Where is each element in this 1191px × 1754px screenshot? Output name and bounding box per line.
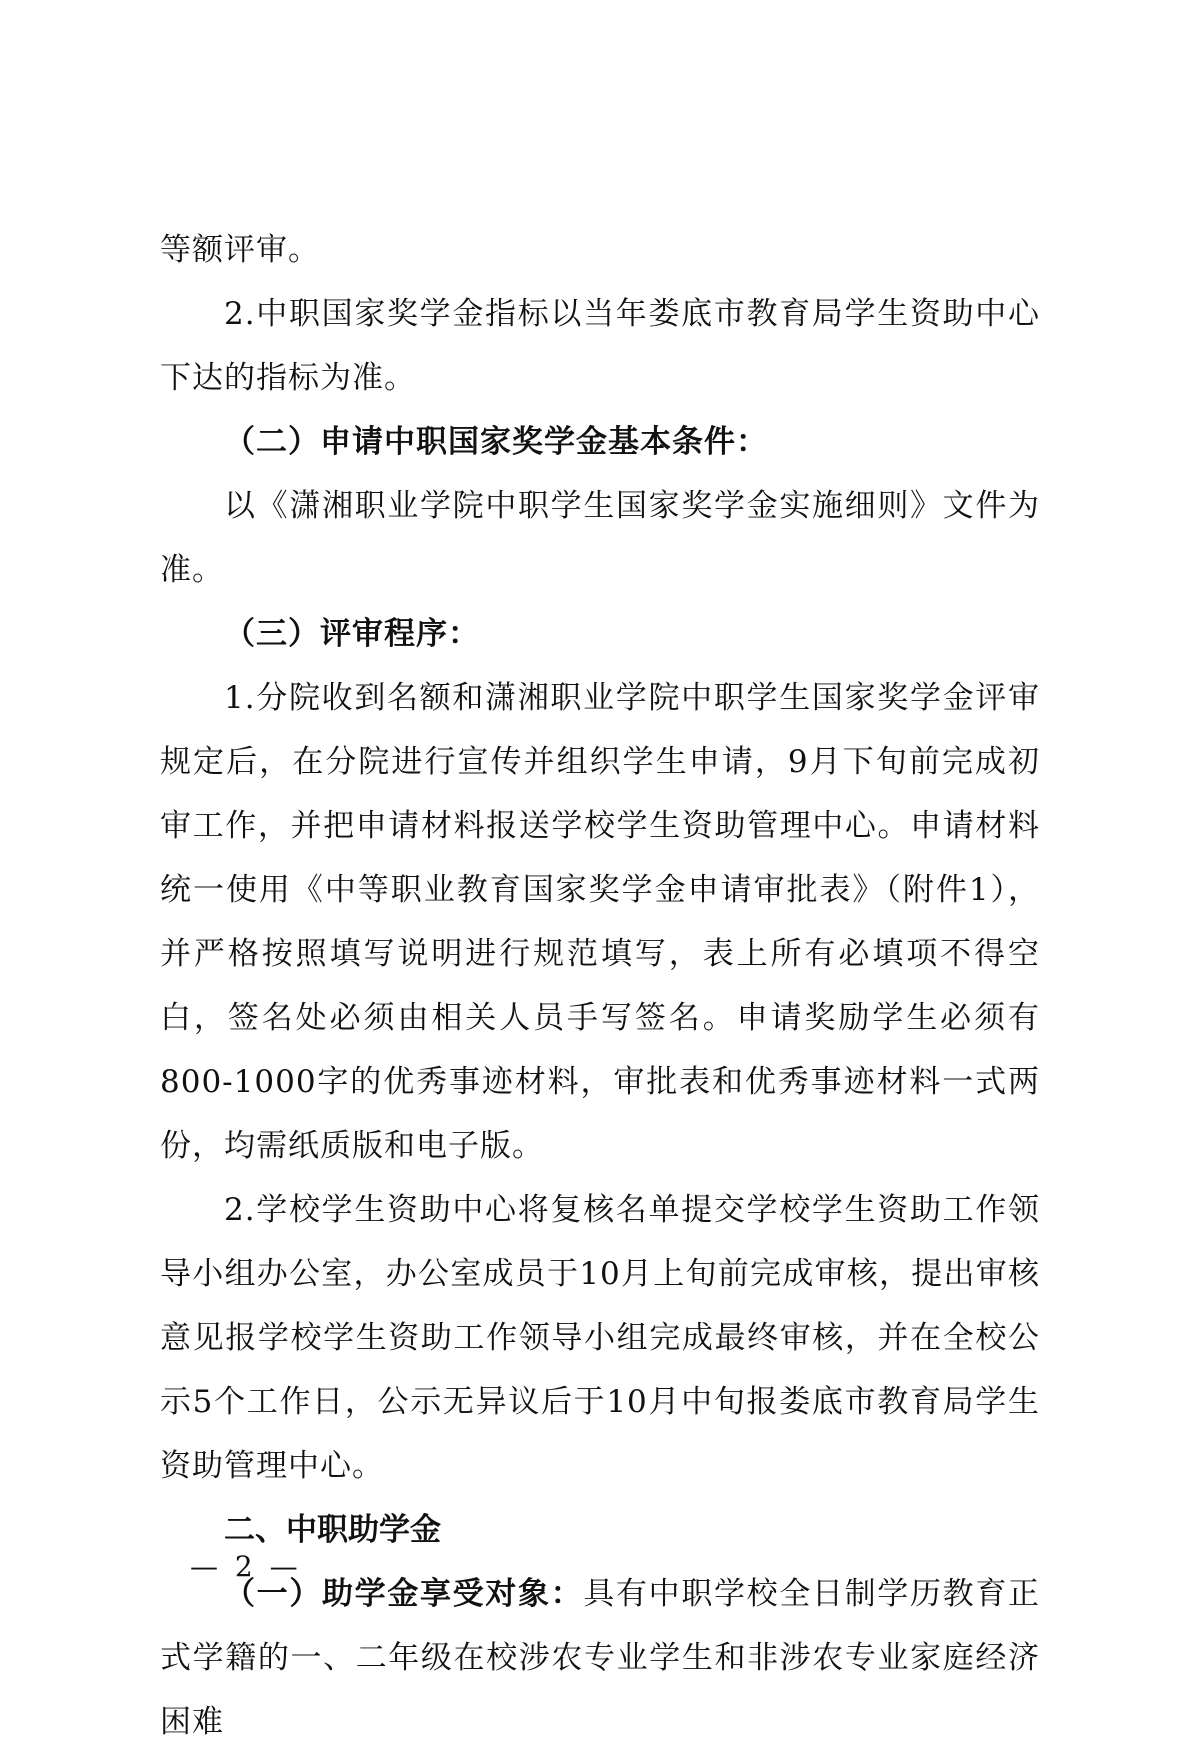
paragraph-conditions-reference: 以《潇湘职业学院中职学生国家奖学金实施细则》文件为准。 bbox=[160, 488, 1040, 588]
grant-recipients-text: 具有中职学校全日制学历教育正式学籍的一、二年级在校涉农专业学生和非涉农专业家庭经济困难 bbox=[160, 1576, 1041, 1740]
document-body bbox=[160, 218, 1040, 1754]
paragraph-procedure-step-1: 1.分院收到名额和潇湘职业学院中职学生国家奖学金评审规定后，在分院进行宣传并组织学生申请，9月下旬前完成初审工作，并把申请材料报送学校学生资助管理中心。申请材料统一使用《中等职业教育国家奖学金申请审批表》（附件1），并严格按照填写说明进行规范填写，表上所有必填项不得空白，签名处必须由相关人员手写签名。申请奖励学生必须有800-1000字的优秀事迹材料，审批表和优秀事迹材料一式两份，均需纸质版和电子版。 bbox=[160, 680, 1040, 1164]
paragraph-continuation: 等额评审。 bbox=[160, 232, 320, 268]
paragraph-grant-recipients bbox=[160, 1562, 1040, 1754]
page-number: — 2 — bbox=[190, 1550, 302, 1583]
section-heading-review-procedure: （三）评审程序： bbox=[224, 616, 480, 652]
section-heading-grant: 二、中职助学金 bbox=[224, 1512, 441, 1548]
grant-recipients-lead: （一）助学金享受对象： bbox=[224, 1576, 584, 1612]
paragraph-procedure-step-2: 2.学校学生资助中心将复核名单提交学校学生资助工作领导小组办公室，办公室成员于10月上旬前完成审核，提出审核意见报学校学生资助工作领导小组完成最终审核，并在全校公示5个工作日，公示无异议后于10月中旬报娄底市教育局学生资助管理中心。 bbox=[160, 1192, 1040, 1484]
section-heading-basic-conditions: （二）申请中职国家奖学金基本条件： bbox=[224, 424, 768, 460]
paragraph-quota-source: 2.中职国家奖学金指标以当年娄底市教育局学生资助中心下达的指标为准。 bbox=[160, 296, 1040, 396]
